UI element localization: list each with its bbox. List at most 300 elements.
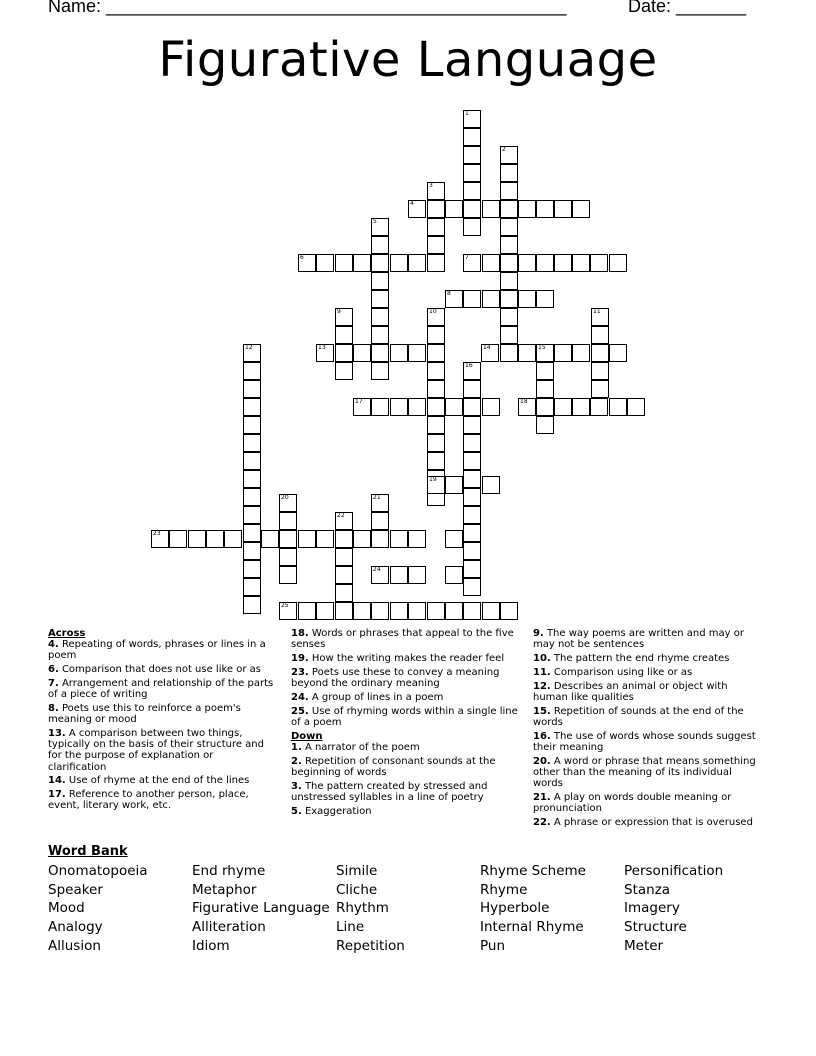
crossword-cell[interactable] xyxy=(408,602,426,620)
crossword-cell[interactable] xyxy=(500,308,518,326)
crossword-cell[interactable] xyxy=(427,254,445,272)
crossword-cell[interactable] xyxy=(518,290,536,308)
crossword-cell[interactable] xyxy=(371,308,389,326)
word-bank-word: Metaphor xyxy=(192,881,257,898)
crossword-cell[interactable] xyxy=(243,362,261,380)
crossword-cell[interactable] xyxy=(463,578,481,596)
crossword-cell[interactable] xyxy=(518,398,536,416)
cell-number: 5 xyxy=(373,218,377,225)
crossword-cell[interactable] xyxy=(243,344,261,362)
word-bank-word: Meter xyxy=(624,937,664,954)
crossword-cell[interactable] xyxy=(427,476,445,494)
crossword-cell[interactable] xyxy=(463,290,481,308)
crossword-cell[interactable] xyxy=(298,254,316,272)
clue-text: How the writing makes the reader feel xyxy=(308,653,505,664)
crossword-cell[interactable] xyxy=(609,344,627,362)
word-bank-word: Internal Rhyme xyxy=(480,919,584,936)
cell-number: 23 xyxy=(153,530,161,537)
crossword-cell[interactable] xyxy=(335,254,353,272)
crossword-cell[interactable] xyxy=(427,218,445,236)
crossword-cell[interactable] xyxy=(243,506,261,524)
crossword-cell[interactable] xyxy=(279,494,297,512)
clue-number: 6. xyxy=(48,664,59,676)
word-bank-word: Speaker xyxy=(48,881,103,898)
crossword-cell[interactable] xyxy=(243,380,261,398)
crossword-cell[interactable] xyxy=(427,434,445,452)
clue-number: 8. xyxy=(48,703,59,714)
cell-number: 22 xyxy=(337,512,345,519)
crossword-cell[interactable] xyxy=(445,602,463,620)
crossword-cell[interactable] xyxy=(243,470,261,488)
cell-number: 9 xyxy=(337,308,341,315)
cell-number: 1 xyxy=(465,110,469,117)
clue-text: A narrator of the poem xyxy=(301,741,420,753)
crossword-cell[interactable] xyxy=(463,200,481,218)
word-bank-word: Allusion xyxy=(48,937,101,954)
crossword-cell[interactable] xyxy=(371,272,389,290)
crossword-cell[interactable] xyxy=(591,308,609,326)
clue-number: 9. xyxy=(533,628,544,639)
clue-number: 25. xyxy=(291,705,309,717)
clue xyxy=(48,728,274,773)
clue-text: Repetition of consonant sounds at the beginning of words xyxy=(291,755,496,778)
clue xyxy=(533,653,761,664)
clue-number: 10. xyxy=(533,653,551,664)
crossword-cell[interactable] xyxy=(353,344,371,362)
clue-text: Repetition of sounds at the end of the words xyxy=(533,705,744,728)
crossword-cell[interactable] xyxy=(371,512,389,530)
word-bank-column xyxy=(336,862,405,956)
crossword-cell[interactable] xyxy=(353,602,371,620)
crossword-cell[interactable] xyxy=(371,236,389,254)
clue xyxy=(291,667,519,689)
crossword-cell[interactable] xyxy=(427,380,445,398)
clue-text: Describes an animal or object with human like qualities xyxy=(533,680,728,703)
clue-number: 19. xyxy=(291,653,309,664)
cell-number: 21 xyxy=(373,494,381,501)
cell-number: 12 xyxy=(245,344,253,351)
crossword-cell[interactable] xyxy=(390,566,408,584)
clue xyxy=(48,775,274,786)
crossword-cell[interactable] xyxy=(609,398,627,416)
clue-number: 20. xyxy=(533,755,551,767)
word-bank-word: Rhythm xyxy=(336,900,389,917)
date-field-label: Date: _______ xyxy=(628,0,747,16)
crossword-cell[interactable] xyxy=(536,200,554,218)
cell-number: 2 xyxy=(502,146,506,153)
word-bank-word: Hyperbole xyxy=(480,900,550,917)
cell-number: 17 xyxy=(355,398,363,405)
clue-number: 15. xyxy=(533,705,551,717)
cell-number: 19 xyxy=(429,476,437,483)
clue-text: Arrangement and relationship of the parts of a piece of writing xyxy=(48,678,274,701)
crossword-cell[interactable] xyxy=(482,290,500,308)
crossword-cell[interactable] xyxy=(427,236,445,254)
crossword-cell[interactable] xyxy=(500,164,518,182)
crossword-cell[interactable] xyxy=(463,524,481,542)
crossword-cell[interactable] xyxy=(482,602,500,620)
crossword-cell[interactable] xyxy=(518,200,536,218)
clue-number: 11. xyxy=(533,666,551,678)
crossword-cell[interactable] xyxy=(500,146,518,164)
crossword-cell[interactable] xyxy=(390,602,408,620)
crossword-cell[interactable] xyxy=(371,494,389,512)
crossword-cell[interactable] xyxy=(298,602,316,620)
crossword-cell[interactable] xyxy=(463,254,481,272)
crossword-cell[interactable] xyxy=(500,602,518,620)
crossword-cell[interactable] xyxy=(243,578,261,596)
cell-number: 4 xyxy=(410,200,414,207)
crossword-cell[interactable] xyxy=(408,530,426,548)
crossword-cell[interactable] xyxy=(427,416,445,434)
crossword-cell[interactable] xyxy=(243,596,261,614)
crossword-cell[interactable] xyxy=(335,344,353,362)
clue-text: Repeating of words, phrases or lines in a poem xyxy=(48,639,266,662)
crossword-cell[interactable] xyxy=(427,182,445,200)
crossword-cell[interactable] xyxy=(408,344,426,362)
crossword-cell[interactable] xyxy=(463,164,481,182)
crossword-cell[interactable] xyxy=(463,128,481,146)
crossword-cell[interactable] xyxy=(500,290,518,308)
clue-number: 4. xyxy=(48,639,59,651)
clue xyxy=(533,706,761,728)
crossword-cell[interactable] xyxy=(500,254,518,272)
crossword-cell[interactable] xyxy=(500,218,518,236)
crossword-cell[interactable] xyxy=(243,488,261,506)
crossword-cell[interactable] xyxy=(554,398,572,416)
crossword-cell[interactable] xyxy=(371,398,389,416)
crossword-cell[interactable] xyxy=(518,344,536,362)
crossword-cell[interactable] xyxy=(500,236,518,254)
crossword-cell[interactable] xyxy=(390,398,408,416)
clues-column-3 xyxy=(533,628,761,831)
crossword-cell[interactable] xyxy=(371,218,389,236)
clue-text: A group of lines in a poem xyxy=(308,691,444,703)
clue-number: 3. xyxy=(291,780,302,792)
word-bank-word: Figurative Language xyxy=(192,900,330,917)
crossword-cell[interactable] xyxy=(243,434,261,452)
clue-text: The pattern the end rhyme creates xyxy=(550,653,730,664)
cell-number: 15 xyxy=(538,344,546,351)
word-bank-word: Pun xyxy=(480,937,506,954)
crossword-cell[interactable] xyxy=(482,200,500,218)
crossword-cell[interactable] xyxy=(591,326,609,344)
crossword-cell[interactable] xyxy=(536,254,554,272)
clue-text: The way poems are written and may or may not be sentences xyxy=(533,628,744,651)
crossword-cell[interactable] xyxy=(335,548,353,566)
crossword-cell[interactable] xyxy=(554,344,572,362)
crossword-cell[interactable] xyxy=(554,200,572,218)
crossword-cell[interactable] xyxy=(371,326,389,344)
crossword-cell[interactable] xyxy=(427,398,445,416)
crossword-cell[interactable] xyxy=(609,254,627,272)
clue-number: 24. xyxy=(291,691,309,703)
crossword-cell[interactable] xyxy=(243,452,261,470)
crossword-cell[interactable] xyxy=(279,512,297,530)
crossword-cell[interactable] xyxy=(572,398,590,416)
crossword-cell[interactable] xyxy=(536,380,554,398)
clue-text: A play on words double meaning or pronunciation xyxy=(533,791,732,814)
clue xyxy=(48,639,274,661)
crossword-cell[interactable] xyxy=(316,602,334,620)
crossword-cell[interactable] xyxy=(482,254,500,272)
crossword-cell[interactable] xyxy=(591,344,609,362)
crossword-cell[interactable] xyxy=(482,398,500,416)
crossword-cell[interactable] xyxy=(590,398,608,416)
word-bank-column xyxy=(480,862,586,956)
cell-number: 3 xyxy=(429,182,433,189)
clue xyxy=(291,653,519,664)
crossword-cell[interactable] xyxy=(335,362,353,380)
clue xyxy=(48,664,274,675)
clue xyxy=(533,681,761,703)
crossword-cell[interactable] xyxy=(463,398,481,416)
crossword-cell[interactable] xyxy=(500,200,518,218)
crossword-cell[interactable] xyxy=(463,452,481,470)
cell-number: 18 xyxy=(520,398,528,405)
crossword-cell[interactable] xyxy=(316,254,334,272)
word-bank-word: Line xyxy=(336,919,365,936)
crossword-cell[interactable] xyxy=(390,344,408,362)
name-field-label: Name: ______________________________________________ xyxy=(48,0,567,16)
crossword-cell[interactable] xyxy=(243,416,261,434)
word-bank-word: Analogy xyxy=(48,919,103,936)
crossword-cell[interactable] xyxy=(427,308,445,326)
clue-text: Exaggeration xyxy=(301,805,372,817)
crossword-cell[interactable] xyxy=(188,530,206,548)
crossword-cell[interactable] xyxy=(572,200,590,218)
clue-text: Use of rhyme at the end of the lines xyxy=(65,775,250,787)
crossword-cell[interactable] xyxy=(463,560,481,578)
crossword-cell[interactable] xyxy=(554,254,572,272)
clues-column-2 xyxy=(291,628,519,819)
word-bank-title: Word Bank xyxy=(48,844,128,859)
crossword-cell[interactable] xyxy=(353,398,371,416)
word-bank-word: End rhyme xyxy=(192,863,266,879)
crossword-cell[interactable] xyxy=(390,530,408,548)
clue-number: 23. xyxy=(291,666,309,678)
crossword-cell[interactable] xyxy=(427,362,445,380)
clue-number: 12. xyxy=(533,680,551,692)
word-bank-word: Cliche xyxy=(336,881,378,898)
crossword-cell[interactable] xyxy=(536,398,554,416)
crossword-cell[interactable] xyxy=(427,452,445,470)
clue xyxy=(533,667,761,678)
clue-number: 22. xyxy=(533,816,551,828)
crossword-cell[interactable] xyxy=(590,254,608,272)
word-bank-word: Rhyme xyxy=(480,881,528,898)
cell-number: 13 xyxy=(318,344,326,351)
crossword-cell[interactable] xyxy=(279,566,297,584)
crossword-cell[interactable] xyxy=(261,530,279,548)
word-bank-column xyxy=(624,862,723,956)
crossword-cell[interactable] xyxy=(371,254,389,272)
word-bank-word: Imagery xyxy=(624,900,680,917)
crossword-cell[interactable] xyxy=(445,398,463,416)
crossword-cell[interactable] xyxy=(298,530,316,548)
crossword-cell[interactable] xyxy=(463,506,481,524)
crossword-cell[interactable] xyxy=(591,380,609,398)
crossword-cell[interactable] xyxy=(427,602,445,620)
crossword-cell[interactable] xyxy=(463,146,481,164)
crossword-cell[interactable] xyxy=(224,530,242,548)
clue-text: The pattern created by stressed and unstressed syllables in a line of poetry xyxy=(291,780,488,803)
crossword-cell[interactable] xyxy=(445,200,463,218)
clue-number: 5. xyxy=(291,805,302,817)
crossword-cell[interactable] xyxy=(482,476,500,494)
crossword-cell[interactable] xyxy=(572,344,590,362)
cell-number: 6 xyxy=(300,254,304,261)
clue xyxy=(291,806,519,817)
crossword-cell[interactable] xyxy=(206,530,224,548)
crossword-cell[interactable] xyxy=(536,362,554,380)
clue xyxy=(48,678,274,700)
crossword-cell[interactable] xyxy=(536,416,554,434)
clue-number: 16. xyxy=(533,730,551,742)
crossword-cell[interactable] xyxy=(463,488,481,506)
crossword-cell[interactable] xyxy=(408,398,426,416)
clue xyxy=(291,692,519,703)
crossword-cell[interactable] xyxy=(445,530,463,548)
crossword-cell[interactable] xyxy=(500,344,518,362)
crossword-cell[interactable] xyxy=(518,254,536,272)
crossword-cell[interactable] xyxy=(371,344,389,362)
crossword-cell[interactable] xyxy=(316,344,334,362)
crossword-cell[interactable] xyxy=(463,416,481,434)
crossword-cell[interactable] xyxy=(445,566,463,584)
crossword-cell[interactable] xyxy=(408,566,426,584)
crossword-cell[interactable] xyxy=(572,254,590,272)
clue-text: Poets use these to convey a meaning beyond the ordinary meaning xyxy=(291,666,500,689)
crossword-cell[interactable] xyxy=(371,362,389,380)
crossword-cell[interactable] xyxy=(463,182,481,200)
cell-number: 7 xyxy=(465,254,469,261)
clue xyxy=(48,703,274,725)
crossword-cell[interactable] xyxy=(463,470,481,488)
clue-text: Words or phrases that appeal to the five senses xyxy=(291,628,514,651)
word-bank-word: Alliteration xyxy=(192,919,266,936)
word-bank-word: Mood xyxy=(48,900,85,917)
crossword-cell[interactable] xyxy=(243,398,261,416)
crossword-cell[interactable] xyxy=(335,512,353,530)
crossword-cell[interactable] xyxy=(463,434,481,452)
crossword-cell[interactable] xyxy=(463,362,481,380)
crossword-cell[interactable] xyxy=(371,602,389,620)
crossword-cell[interactable] xyxy=(243,560,261,578)
crossword-cell[interactable] xyxy=(536,344,554,362)
clue xyxy=(533,756,761,790)
clue xyxy=(291,781,519,803)
crossword-cell[interactable] xyxy=(353,254,371,272)
cell-number: 20 xyxy=(281,494,289,501)
crossword-cell[interactable] xyxy=(536,290,554,308)
crossword-cell[interactable] xyxy=(335,602,353,620)
crossword-cell[interactable] xyxy=(500,272,518,290)
crossword-cell[interactable] xyxy=(279,602,297,620)
crossword-cell[interactable] xyxy=(353,530,371,548)
cell-number: 24 xyxy=(373,566,381,573)
crossword-cell[interactable] xyxy=(243,524,261,542)
crossword-cell[interactable] xyxy=(463,380,481,398)
crossword-cell[interactable] xyxy=(335,530,353,548)
word-bank-word: Simile xyxy=(336,863,378,879)
crossword-cell[interactable] xyxy=(316,530,334,548)
crossword-cell[interactable] xyxy=(279,530,297,548)
crossword-cell[interactable] xyxy=(463,218,481,236)
crossword-cell[interactable] xyxy=(279,548,297,566)
crossword-cell[interactable] xyxy=(427,200,445,218)
crossword-cell[interactable] xyxy=(390,254,408,272)
clue-text: The use of words whose sounds suggest their meaning xyxy=(533,730,756,753)
crossword-cell[interactable] xyxy=(427,344,445,362)
cell-number: 10 xyxy=(429,308,437,315)
crossword-cell[interactable] xyxy=(427,326,445,344)
crossword-cell[interactable] xyxy=(243,542,261,560)
clue xyxy=(291,628,519,650)
crossword-cell[interactable] xyxy=(371,566,389,584)
crossword-cell[interactable] xyxy=(335,584,353,602)
page-title: Figurative Language xyxy=(158,32,658,88)
crossword-cell[interactable] xyxy=(151,530,169,548)
crossword-cell[interactable] xyxy=(463,602,481,620)
clue-number: 1. xyxy=(291,741,302,753)
clue-text: Comparison using like or as xyxy=(550,666,693,678)
clue-number: 21. xyxy=(533,791,551,803)
clue-text: A comparison between two things, typically on the basis of their structure and for the purpose of explanation or clarification xyxy=(48,728,264,773)
word-bank-word: Structure xyxy=(624,919,687,936)
crossword-cell[interactable] xyxy=(481,344,499,362)
cell-number: 14 xyxy=(483,344,491,351)
word-bank-word: Rhyme Scheme xyxy=(480,863,586,879)
crossword-cell[interactable] xyxy=(335,308,353,326)
word-bank-column xyxy=(192,862,330,956)
clue xyxy=(48,789,274,811)
clue-section-heading: Down xyxy=(291,730,323,742)
crossword-cell[interactable] xyxy=(335,326,353,344)
crossword-cell[interactable] xyxy=(445,476,463,494)
clue-number: 2. xyxy=(291,755,302,767)
clue-number: 17. xyxy=(48,789,66,801)
clue-number: 13. xyxy=(48,728,66,739)
crossword-cell[interactable] xyxy=(591,362,609,380)
clue-text: Use of rhyming words within a single line of a poem xyxy=(291,705,518,728)
cell-number: 11 xyxy=(593,308,601,315)
word-bank-word: Stanza xyxy=(624,881,671,898)
crossword-cell[interactable] xyxy=(500,182,518,200)
clue xyxy=(533,817,761,828)
crossword-cell[interactable] xyxy=(627,398,645,416)
crossword-cell[interactable] xyxy=(169,530,187,548)
word-bank-word: Onomatopoeia xyxy=(48,863,148,879)
clue xyxy=(291,706,519,728)
clue-text: Reference to another person, place, event, literary work, etc. xyxy=(48,789,249,812)
clues-column-1 xyxy=(48,628,274,814)
clue-text: Comparison that does not use like or as xyxy=(58,664,261,676)
crossword-cell[interactable] xyxy=(408,254,426,272)
crossword-cell[interactable] xyxy=(371,530,389,548)
crossword-cell[interactable] xyxy=(463,110,481,128)
crossword-cell[interactable] xyxy=(463,542,481,560)
clue-text: A word or phrase that means something other than the meaning of its individual words xyxy=(533,755,756,789)
crossword-cell[interactable] xyxy=(335,566,353,584)
crossword-cell[interactable] xyxy=(408,200,426,218)
clue-section-heading: Across xyxy=(48,628,86,639)
crossword-cell[interactable] xyxy=(371,290,389,308)
clue xyxy=(533,628,761,650)
clue xyxy=(533,792,761,814)
crossword-cell[interactable] xyxy=(445,290,463,308)
crossword-cell[interactable] xyxy=(500,326,518,344)
